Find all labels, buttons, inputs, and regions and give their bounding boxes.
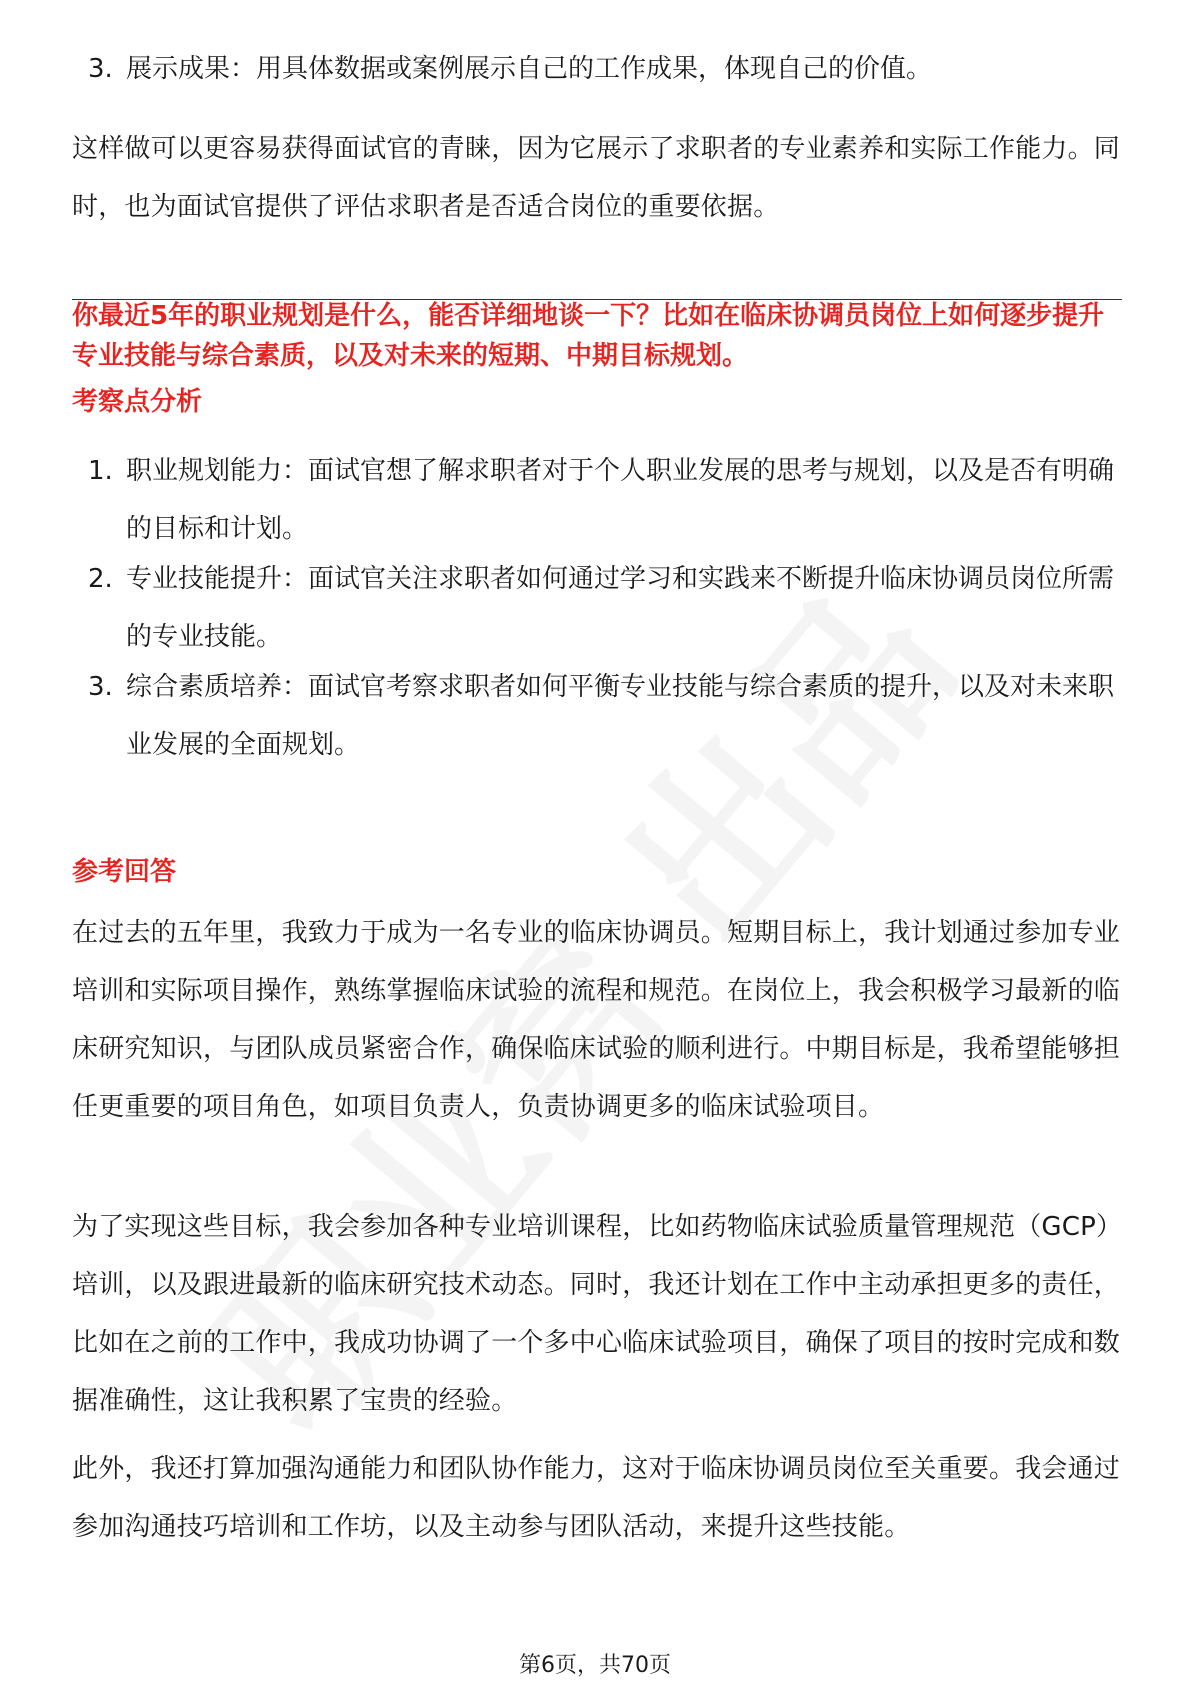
summary-paragraph: 这样做可以更容易获得面试官的青睐，因为它展示了求职者的专业素养和实际工作能力。同时，也为面试官提供了评估求职者是否适合岗位的重要依据。 (72, 134, 1121, 222)
list-number: 2. (88, 564, 113, 594)
page-footer: 第6页，共70页 (519, 1653, 671, 1678)
list-text: 综合素质培养：面试官考察求职者如何平衡专业技能与综合素质的提升，以及对未来职业发展的全面规划。 (126, 672, 1115, 760)
list-text: 专业技能提升：面试官关注求职者如何通过学习和实践来不断提升临床协调员岗位所需的专业技能。 (126, 564, 1115, 652)
section-title-analysis: 考察点分析 (72, 387, 203, 417)
interview-question: 你最近5年的职业规划是什么，能否详细地谈一下？比如在临床协调员岗位上如何逐步提升专业技能与综合素质，以及对未来的短期、中期目标规划。 (72, 301, 1105, 371)
list-number: 3. (88, 54, 113, 84)
list-text: 职业规划能力：面试官想了解求职者对于个人职业发展的思考与规划，以及是否有明确的目标和计划。 (126, 456, 1115, 544)
list-number: 1. (88, 456, 113, 486)
answer-paragraph: 在过去的五年里，我致力于成为一名专业的临床协调员。短期目标上，我计划通过参加专业培训和实际项目操作，熟练掌握临床试验的流程和规范。在岗位上，我会积极学习最新的临床研究知识，与团队成员紧密合作，确保临床试验的顺利进行。中期目标是，我希望能够担任更重要的项目角色，如项目负责人，负责协调更多的临床试验项目。 (72, 918, 1121, 1122)
answer-paragraph: 为了实现这些目标，我会参加各种专业培训课程，比如药物临床试验质量管理规范（GCP）培训，以及跟进最新的临床研究技术动态。同时，我还计划在工作中主动承担更多的责任，比如在之前的工作中，我成功协调了一个多中心临床试验项目，确保了项目的按时完成和数据准确性，这让我积累了宝贵的经验。 (72, 1212, 1121, 1416)
list-number: 3. (88, 672, 113, 702)
section-title-answer: 参考回答 (72, 857, 177, 887)
section-divider (72, 299, 1122, 300)
answer-paragraph: 此外，我还打算加强沟通能力和团队协作能力，这对于临床协调员岗位至关重要。我会通过参加沟通技巧培训和工作坊，以及主动参与团队活动，来提升这些技能。 (72, 1454, 1121, 1542)
list-text: 展示成果：用具体数据或案例展示自己的工作成果，体现自己的价值。 (126, 54, 933, 84)
